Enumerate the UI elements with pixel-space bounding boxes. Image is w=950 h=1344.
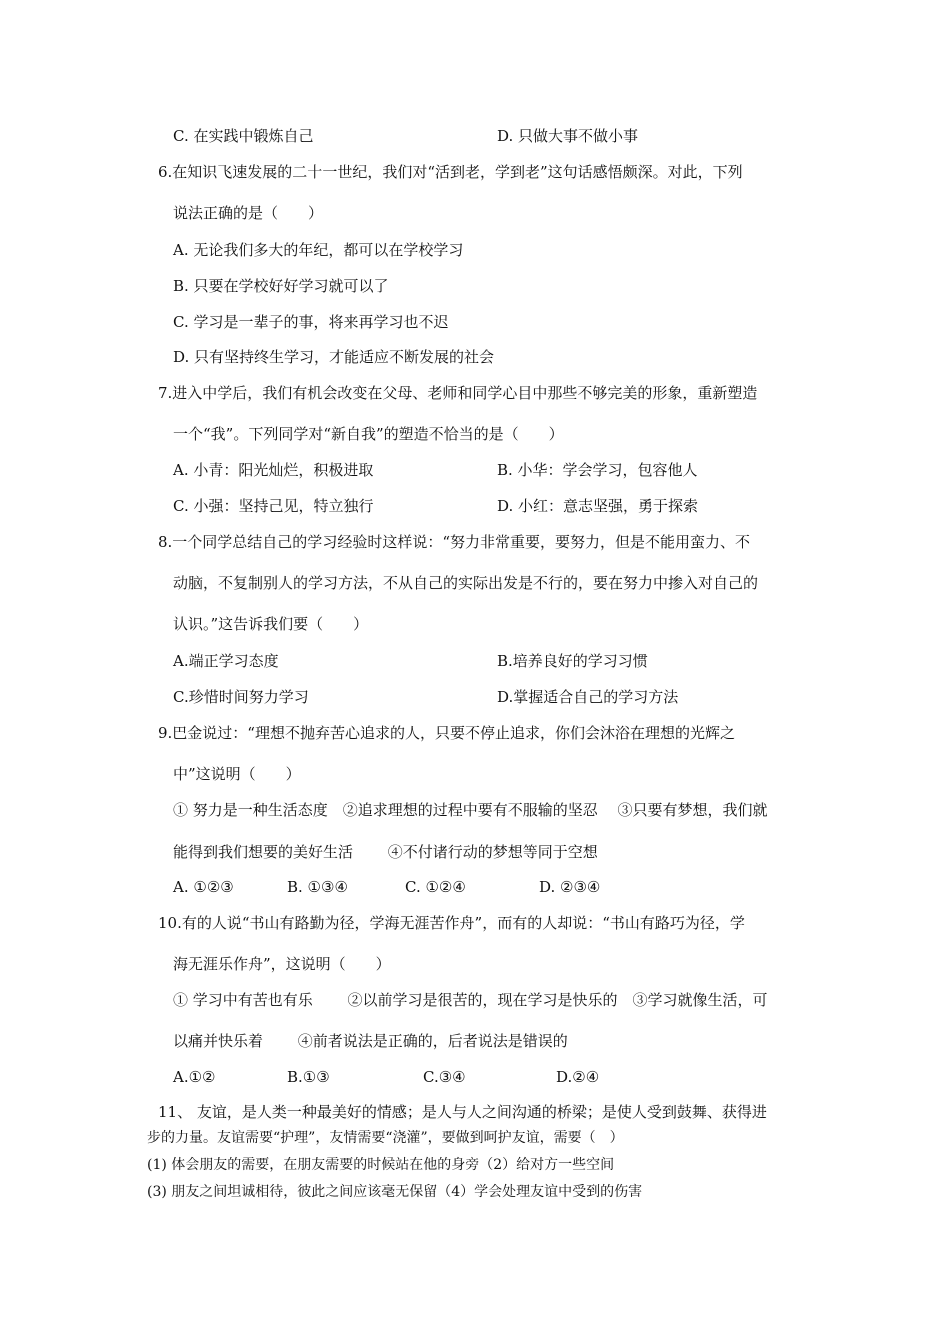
- q9-stem-line2: 中”这说明（ ）: [173, 765, 301, 783]
- q9-stem-line1: 9.巴金说过：“理想不抛弃苦心追求的人，只要不停止追求，你们会沐浴在理想的光辉之: [158, 724, 735, 742]
- q8-stem-line1: 8.一个同学总结自己的学习经验时这样说：“努力非常重要，要努力，但是不能用蛮力、不: [158, 533, 750, 551]
- q10-option-a: A.①②: [173, 1068, 216, 1086]
- q10-items-line1: ① 学习中有苦也有乐 ②以前学习是很苦的，现在学习是快乐的 ③学习就像生活，可: [173, 991, 768, 1009]
- q7-option-c: C. 小强：坚持己见，特立独行: [173, 497, 374, 515]
- q6-option-a: A. 无论我们多大的年纪，都可以在学校学习: [173, 241, 464, 259]
- q9-items-line2: 能得到我们想要的美好生活 ④不付诸行动的梦想等同于空想: [173, 843, 598, 861]
- q6-option-b: B. 只要在学校好好学习就可以了: [173, 277, 389, 295]
- q9-option-c: C. ①②④: [405, 878, 466, 896]
- q8-stem-line3: 认识。”这告诉我们要（ ）: [173, 615, 369, 633]
- q10-stem-line1: 10.有的人说“书山有路勤为径，学海无涯苦作舟”，而有的人却说：“书山有路巧为径，学: [158, 914, 745, 932]
- q11-stem-line2: 步的力量。友谊需要“护理”，友情需要“浇灌”，要做到呵护友谊，需要（ ）: [147, 1130, 624, 1146]
- q11-items-line1: (1) 体会朋友的需要，在朋友需要的时候站在他的身旁（2）给对方一些空间: [147, 1157, 615, 1173]
- q8-option-c: C.珍惜时间努力学习: [173, 688, 309, 706]
- q7-stem-line1: 7.进入中学后，我们有机会改变在父母、老师和同学心目中那些不够完美的形象，重新塑造: [158, 384, 758, 402]
- q5-option-c: C. 在实践中锻炼自己: [173, 127, 314, 145]
- q10-option-d: D.②④: [556, 1068, 600, 1086]
- q8-stem-line2: 动脑，不复制别人的学习方法，不从自己的实际出发是不行的，要在努力中掺入对自己的: [173, 574, 759, 592]
- q5-option-d: D. 只做大事不做小事: [497, 127, 639, 145]
- q7-stem-line2: 一个“我”。下列同学对“新自我”的塑造不恰当的是（ ）: [173, 425, 564, 443]
- q6-option-c: C. 学习是一辈子的事，将来再学习也不迟: [173, 313, 449, 331]
- q8-option-a: A.端正学习态度: [173, 652, 279, 670]
- q9-option-a: A. ①②③: [173, 878, 234, 896]
- q10-stem-line2: 海无涯乐作舟”，这说明（ ）: [173, 955, 391, 973]
- q7-option-d: D. 小红：意志坚强，勇于探索: [497, 497, 699, 515]
- q11-items-line2: (3) 朋友之间坦诚相待，彼此之间应该毫无保留（4）学会处理友谊中受到的伤害: [147, 1184, 643, 1200]
- q6-option-d: D. 只有坚持终生学习，才能适应不断发展的社会: [173, 348, 495, 366]
- q9-option-d: D. ②③④: [539, 878, 601, 896]
- q8-option-d: D.掌握适合自己的学习方法: [497, 688, 679, 706]
- q6-stem-line2: 说法正确的是（ ）: [173, 204, 324, 222]
- q8-option-b: B.培养良好的学习习惯: [497, 652, 648, 670]
- q7-option-a: A. 小青：阳光灿烂，积极进取: [173, 461, 374, 479]
- q9-items-line1: ① 努力是一种生活态度 ②追求理想的过程中要有不服输的坚忍 ③只要有梦想，我们就: [173, 801, 768, 819]
- q9-option-b: B. ①③④: [287, 878, 348, 896]
- q10-items-line2: 以痛并快乐着 ④前者说法是正确的，后者说法是错误的: [173, 1032, 568, 1050]
- q6-stem-line1: 6.在知识飞速发展的二十一世纪，我们对“活到老，学到老”这句话感悟颇深。对此，下列: [158, 163, 743, 181]
- q10-option-c: C.③④: [423, 1068, 466, 1086]
- q11-stem-line1: 11、 友谊，是人类一种最美好的情感；是人与人之间沟通的桥梁；是使人受到鼓舞、获得进: [158, 1103, 767, 1121]
- q7-option-b: B. 小华：学会学习，包容他人: [497, 461, 698, 479]
- q10-option-b: B.①③: [287, 1068, 330, 1086]
